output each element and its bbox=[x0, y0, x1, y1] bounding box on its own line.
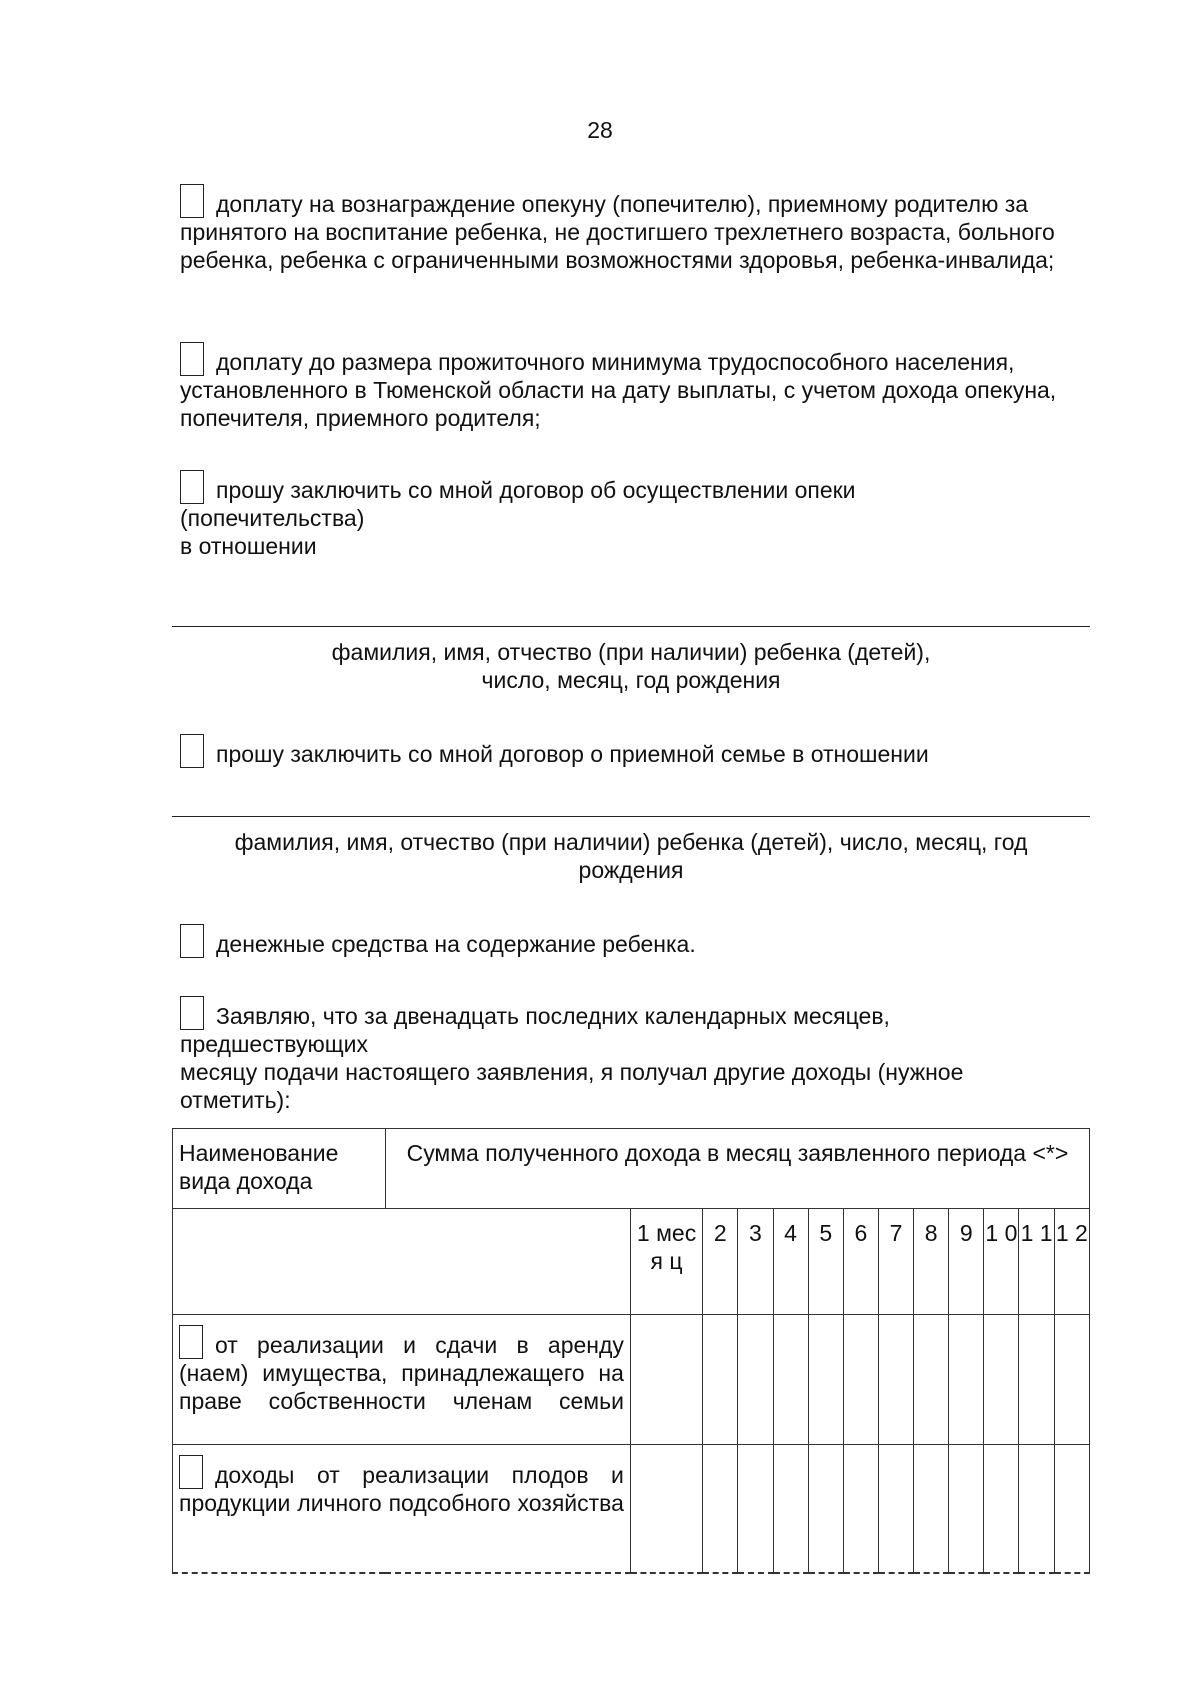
month-header-5: 5 bbox=[808, 1209, 843, 1315]
caption-2-line-1: фамилия, имя, отчество (при наличии) ребенка (детей), число, месяц, год bbox=[234, 829, 1028, 855]
month-header-9: 9 bbox=[949, 1209, 984, 1315]
cell-property-m1[interactable] bbox=[630, 1315, 702, 1445]
cell-property-m11[interactable] bbox=[1019, 1315, 1054, 1445]
other-income-line-4: отметить): bbox=[180, 1087, 291, 1113]
other-income-line-1: Заявляю, что за двенадцать последних календарных месяцев, bbox=[216, 1003, 890, 1029]
option-foster-family-contract-text: прошу заключить со мной договор о приемной семье в отношении bbox=[216, 741, 929, 767]
option-subsistence-supplement bbox=[180, 348, 1090, 432]
months-row-label-cell bbox=[173, 1209, 631, 1315]
child-details-input-line-1[interactable] bbox=[172, 626, 1090, 627]
option-guardianship-contract-line2: (попечительства) bbox=[180, 505, 365, 531]
header-income-type: Наименование вида дохода bbox=[173, 1129, 386, 1209]
cell-property-m9[interactable] bbox=[949, 1315, 984, 1445]
cell-farm-m10[interactable] bbox=[984, 1445, 1019, 1573]
option-child-maintenance bbox=[180, 930, 1090, 958]
cell-property-m7[interactable] bbox=[878, 1315, 913, 1445]
caption-1-line-2: число, месяц, год рождения bbox=[481, 667, 781, 693]
month-header-8: 8 bbox=[914, 1209, 949, 1315]
month-header-3: 3 bbox=[738, 1209, 773, 1315]
header-income-sum: Сумма полученного дохода в месяц заявленного периода <*> bbox=[385, 1129, 1089, 1209]
month-header-7: 7 bbox=[878, 1209, 913, 1315]
cell-farm-m5[interactable] bbox=[808, 1445, 843, 1573]
option-guardianship-contract bbox=[180, 476, 1090, 560]
checkbox-subsistence-supplement[interactable] bbox=[180, 342, 204, 376]
cell-property-m6[interactable] bbox=[843, 1315, 878, 1445]
month-header-2: 2 bbox=[703, 1209, 738, 1315]
page-number: 28 bbox=[587, 117, 613, 143]
income-row-property-text: от реализации и сдачи в аренду (наем) имущества, принадлежащего на праве собственности членам семьи bbox=[179, 1332, 624, 1414]
cell-property-m2[interactable] bbox=[703, 1315, 738, 1445]
option-child-maintenance-text: денежные средства на содержание ребенка. bbox=[216, 931, 696, 957]
table-row bbox=[173, 1445, 1090, 1573]
cell-property-m8[interactable] bbox=[914, 1315, 949, 1445]
cell-farm-m3[interactable] bbox=[738, 1445, 773, 1573]
checkbox-guardian-reward[interactable] bbox=[180, 184, 204, 218]
cell-farm-m6[interactable] bbox=[843, 1445, 878, 1573]
cell-farm-m12[interactable] bbox=[1054, 1445, 1089, 1573]
option-guardianship-contract-line3: в отношении bbox=[180, 533, 317, 559]
option-guardian-reward-text: доплату на вознаграждение опекуну (попечителю), приемному родителю за принятого на воспитание ребенка, не достигшего трехлетнего возраста, больного ребенка, ребенка с ограниченными возможностями здоровья, ребенка-инвалида; bbox=[180, 191, 1055, 273]
income-row-property bbox=[173, 1315, 631, 1445]
month-header-10: 1 0 bbox=[984, 1209, 1019, 1315]
option-other-income-declaration bbox=[180, 1002, 1090, 1114]
option-foster-family-contract bbox=[180, 740, 1090, 768]
table-months-row bbox=[173, 1209, 1090, 1315]
option-subsistence-supplement-text: доплату до размера прожиточного минимума трудоспособного населения, установленного в Тюменской области на дату выплаты, с учетом дохода опекуна, попечителя, приемного родителя; bbox=[180, 349, 1057, 431]
cell-farm-m2[interactable] bbox=[703, 1445, 738, 1573]
cell-property-m12[interactable] bbox=[1054, 1315, 1089, 1445]
cell-farm-m11[interactable] bbox=[1019, 1445, 1054, 1573]
checkbox-foster-family-contract[interactable] bbox=[180, 734, 204, 768]
month-header-6: 6 bbox=[843, 1209, 878, 1315]
income-row-farm-produce bbox=[173, 1445, 631, 1573]
month-header-11: 1 1 bbox=[1019, 1209, 1054, 1315]
child-details-caption-2 bbox=[172, 828, 1090, 884]
checkbox-other-income[interactable] bbox=[180, 996, 204, 1030]
cell-farm-m1[interactable] bbox=[630, 1445, 702, 1573]
cell-property-m4[interactable] bbox=[773, 1315, 808, 1445]
other-income-line-2: предшествующих bbox=[180, 1031, 368, 1057]
cell-farm-m7[interactable] bbox=[878, 1445, 913, 1573]
option-guardianship-contract-text: прошу заключить со мной договор об осуществлении опеки bbox=[216, 477, 856, 503]
checkbox-income-property[interactable] bbox=[179, 1325, 203, 1359]
checkbox-income-farm-produce[interactable] bbox=[179, 1455, 203, 1489]
checkbox-child-maintenance[interactable] bbox=[180, 924, 204, 958]
checkbox-guardianship-contract[interactable] bbox=[180, 470, 204, 504]
child-details-caption-1 bbox=[172, 638, 1090, 694]
table-header-row bbox=[173, 1129, 1090, 1209]
cell-property-m5[interactable] bbox=[808, 1315, 843, 1445]
option-guardian-reward bbox=[180, 190, 1090, 274]
table-row bbox=[173, 1315, 1090, 1445]
income-row-farm-produce-text: доходы от реализации плодов и продукции личного подсобного хозяйства bbox=[179, 1462, 624, 1516]
caption-2-line-2: рождения bbox=[578, 857, 684, 883]
cell-farm-m4[interactable] bbox=[773, 1445, 808, 1573]
month-header-12: 1 2 bbox=[1054, 1209, 1089, 1315]
cell-farm-m9[interactable] bbox=[949, 1445, 984, 1573]
month-header-1: 1 меся ц bbox=[630, 1209, 702, 1315]
cell-property-m10[interactable] bbox=[984, 1315, 1019, 1445]
month-header-4: 4 bbox=[773, 1209, 808, 1315]
income-table bbox=[172, 1128, 1090, 1574]
child-details-input-line-2[interactable] bbox=[172, 816, 1090, 817]
caption-1-line-1: фамилия, имя, отчество (при наличии) ребенка (детей), bbox=[331, 639, 931, 665]
other-income-line-3: месяцу подачи настоящего заявления, я получал другие доходы (нужное bbox=[180, 1059, 964, 1085]
cell-farm-m8[interactable] bbox=[914, 1445, 949, 1573]
cell-property-m3[interactable] bbox=[738, 1315, 773, 1445]
